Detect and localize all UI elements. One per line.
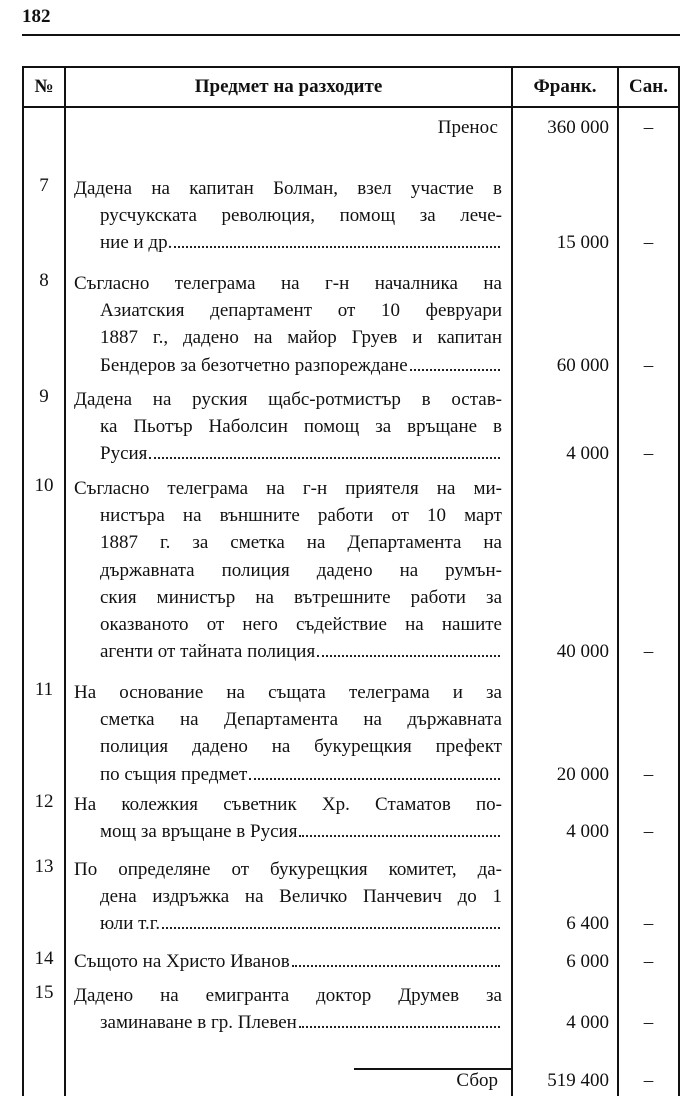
total-label: Сбор (456, 1070, 498, 1091)
total-santims: – (643, 1070, 654, 1091)
entry-francs: 40 000 (556, 641, 609, 663)
entry-francs: 6 000 (566, 951, 609, 972)
dot-leader (410, 369, 500, 371)
entry-line: по същия предмет (100, 763, 248, 785)
entry-number: 14 (34, 948, 54, 969)
header-santims: Сан. (629, 76, 668, 97)
entry-line: Съгласно телеграма на г-н началника на (74, 273, 502, 294)
carry-over-label: Пренос (437, 117, 498, 138)
entry-line: сметка на Департамента на държавната (100, 709, 502, 731)
entry-line: Съгласно телеграма на г-н приятеля на ми- (74, 478, 502, 499)
entry-number: 13 (34, 856, 54, 877)
dot-leader (149, 457, 500, 459)
entry-line: Дадена на капитан Болман, взел участие в (74, 178, 502, 199)
entry-description (74, 791, 502, 845)
entry-number: 8 (39, 270, 49, 291)
entry-line: Същото на Христо Иванов (74, 951, 290, 972)
entry-description (74, 175, 502, 257)
total-francs: 519 400 (547, 1070, 609, 1091)
carry-over-francs: 360 000 (547, 117, 609, 138)
entry-line: Дадена на руския щабс-ротмистър в остав- (74, 389, 502, 410)
entry-description (74, 679, 502, 788)
header-rule (22, 34, 680, 36)
header-subject: Предмет на разходите (194, 76, 383, 97)
entry-number: 11 (34, 679, 54, 700)
entry-number: 12 (34, 791, 54, 812)
entry-line: агенти от тайната полиция (100, 641, 316, 663)
entry-line: Бендеров за безотчетно разпореждане (100, 354, 408, 376)
header-francs: Франк. (533, 76, 597, 97)
entry-santims: – (643, 354, 654, 376)
carry-over-santims: – (643, 117, 654, 138)
dot-leader (299, 1026, 500, 1028)
entry-number: 9 (39, 386, 49, 407)
entry-line: ския министър на вътрешните работи за (100, 586, 502, 608)
entry-santims: – (643, 232, 654, 254)
entry-line: русчукската революция, помощ за лече- (100, 205, 502, 227)
column-divider (617, 68, 619, 1096)
entry-santims: – (643, 821, 654, 843)
entry-description (74, 948, 502, 975)
header-number: № (34, 76, 54, 97)
entry-line: заминаване в гр. Плевен (100, 1012, 297, 1034)
entry-santims: – (643, 443, 654, 465)
entry-francs: 60 000 (556, 354, 609, 376)
expense-table (22, 66, 680, 1096)
entry-line: Азиатския департамент от 10 февруари (100, 300, 502, 322)
entry-line: юли т.г. (100, 913, 161, 935)
entry-number: 15 (34, 982, 54, 1003)
entry-description (74, 982, 502, 1036)
dot-leader (174, 246, 500, 248)
entry-line: На колежкия съветник Хр. Стаматов по- (74, 794, 502, 815)
entry-line: ние и др. (100, 232, 173, 254)
entry-francs: 4 000 (566, 443, 609, 465)
page-number: 182 (22, 6, 51, 27)
entry-line: мощ за връщане в Русия (100, 821, 298, 843)
dot-leader (292, 965, 500, 967)
entry-line: 1887 г. за сметка на Департамента на (100, 532, 502, 554)
entry-description (74, 856, 502, 938)
entry-line: 1887 г., дадено на майор Груев и капитан (100, 327, 502, 349)
entry-santims: – (643, 913, 654, 935)
entry-line: нистъра на външните работи от 10 март (100, 505, 502, 527)
entry-santims: – (643, 1012, 654, 1034)
entry-line: дена издръжка на Величко Панчевич до 1 (100, 886, 502, 908)
dot-leader (162, 927, 500, 929)
entry-number: 7 (39, 175, 49, 196)
entry-line: На основание на същата телеграма и за (74, 682, 502, 703)
entry-line: ка Пьотър Наболсин помощ за връщане в (100, 416, 502, 438)
dot-leader (299, 835, 500, 837)
column-divider (64, 68, 66, 1096)
entry-line: полиция дадено на букурещкия префект (100, 736, 502, 758)
entry-number: 10 (34, 475, 54, 496)
entry-line: Дадено на емигранта доктор Друмев за (74, 985, 502, 1006)
entry-francs: 4 000 (566, 1012, 609, 1034)
entry-line: държавната полиция дадено на румън- (100, 559, 502, 581)
header-divider (24, 106, 678, 108)
entry-francs: 4 000 (566, 821, 609, 843)
entry-description (74, 270, 502, 379)
entry-description (74, 475, 502, 665)
entry-line: оказваното от него съдействие на нашите (100, 614, 502, 636)
entry-line: Русия (100, 443, 148, 465)
dot-leader (317, 655, 500, 657)
entry-santims: – (643, 641, 654, 663)
entry-santims: – (643, 951, 654, 972)
entry-description (74, 386, 502, 468)
entry-francs: 6 400 (566, 913, 609, 935)
dot-leader (249, 778, 500, 780)
entry-line: По определяне от букурещкия комитет, да- (74, 859, 502, 880)
entry-francs: 20 000 (556, 763, 609, 785)
column-divider (511, 68, 513, 1096)
entry-santims: – (643, 763, 654, 785)
entry-francs: 15 000 (556, 232, 609, 254)
